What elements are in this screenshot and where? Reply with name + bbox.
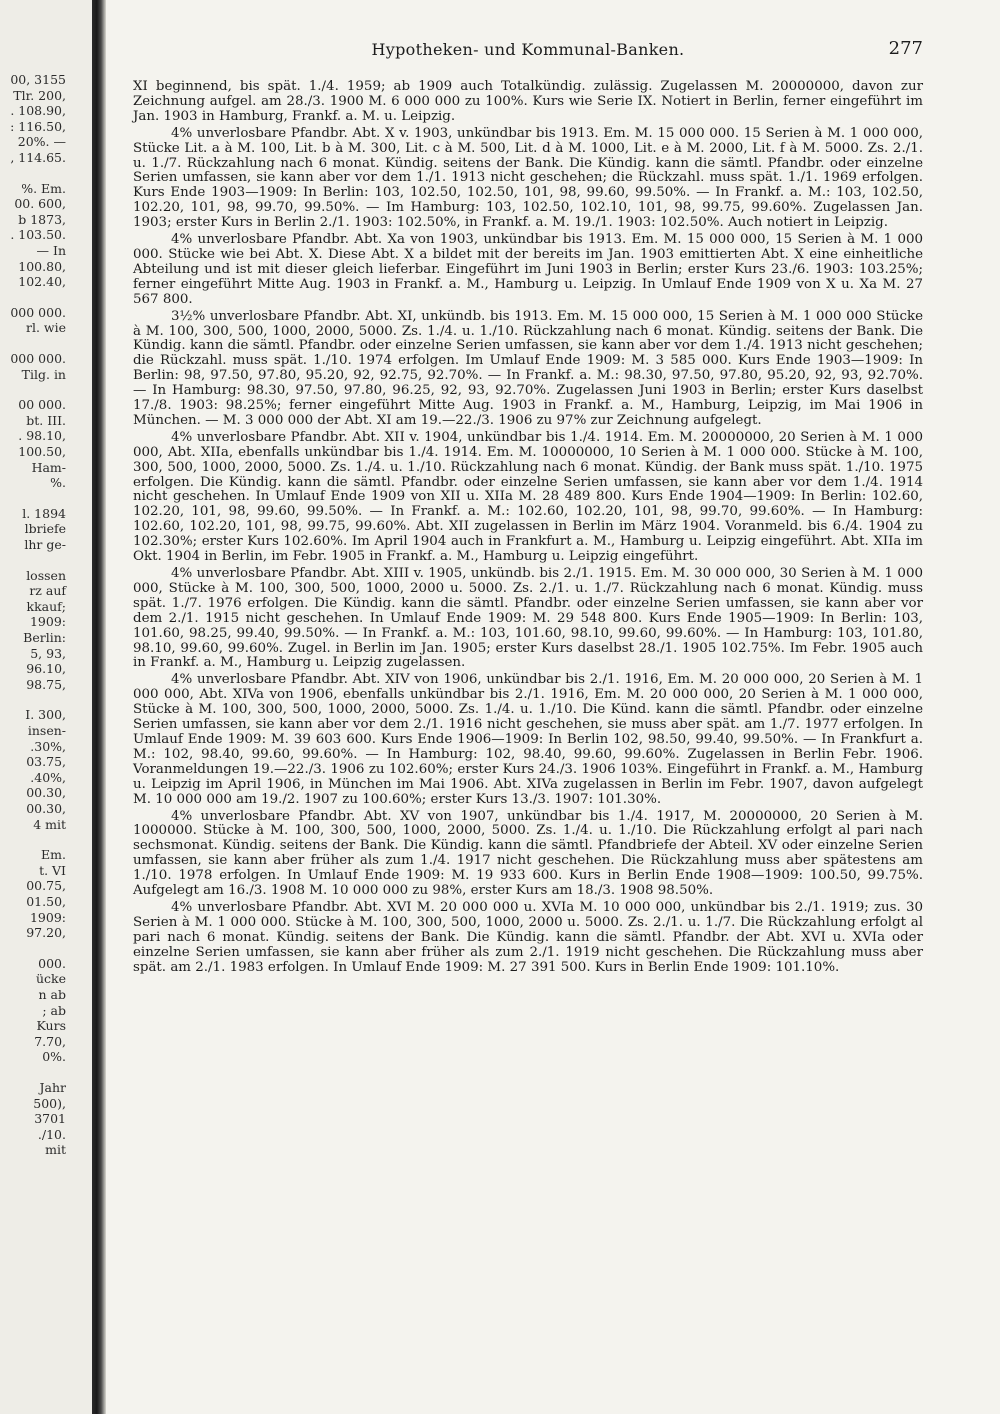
entry-abt-xiv: 4% unverlosbare Pfandbr. Abt. XIV von 1906, unkündbar bis 2./1. 1916, Em. M. 20 000 000, 20 Serien à M. 1 000 000, Abt. XIVa von 1906, ebenfalls unkündbar bis 2./1. 1916, Em. M. 20 000 000, 20 Serien à M. 1 000 000, Stücke à M. 100, 300, 500, 1000, 2000, 5000. Zs. 1./4. u. 1./10. Die Künd. kann die sämtl. Pfandbr. oder einzelne Serien umfassen, sie kann aber vor dem 2./1. 1916 nicht geschehen, sie muss aber spät. am 1./7. 1977 erfolgen. In Umlauf Ende 1909: M. 39 603 600. Kurs Ende 1906—1909: In Berlin 102, 98.50, 99.40, 99.50%. — In Frankfurt a. M.: 102, 98.40, 99.60, 99.60%. — In Hamburg: 102, 98.40, 99.60, 99.60%. Zugelassen in Berlin Febr. 1906. Voranmeldungen 19.—22./3. 1906 zu 102.60%; erster Kurs 24./3. 1906 103%. Eingeführt in Frankf. a. M., Hamburg u. Leipzig im April 1906, in München im Mai 1906. Abt. XIVa zugelassen in Berlin im Febr. 1907, davon aufgelegt M. 10 000 000 am 19./2. 1907 zu 100.60%; erster Kurs 13./3. 1907: 101.30%.	[133, 672, 923, 807]
margin-fragment: 5, 93,	[30, 645, 66, 661]
entry-abt-xa: 4% unverlosbare Pfandbr. Abt. Xa von 1903, unkündbar bis 1913. Em. M. 15 000 000, 15 Serien à M. 1 000 000. Stücke wie bei Abt. X. Diese Abt. X a bildet mit der bereits im Jan. 1903 emittierten Abt. X eine einheitliche Abteilung und ist mit dieser gleich lieferbar. Eingeführt im Juni 1903 in Berlin; erster Kurs 23./6. 1903: 103.25%; ferner eingeführt Mitte Aug. 1903 in Frankf. a. M., Hamburg u. Leipzig. In Umlauf Ende 1909 von X u. Xa M. 27 567 800.	[133, 232, 923, 307]
margin-fragment: 00.75,	[26, 878, 66, 894]
margin-fragment: 97.20,	[26, 925, 66, 941]
margin-fragment: b 1873,	[18, 211, 66, 227]
margin-fragment: rl. wie	[25, 320, 66, 336]
margin-fragment: lhr ge-	[24, 537, 66, 552]
margin-fragment: Ham-	[31, 459, 66, 475]
entry-abt-xii: 4% unverlosbare Pfandbr. Abt. XII v. 1904, unkündbar bis 1./4. 1914. Em. M. 20000000, 20 Serien à M. 1 000 000, Abt. XIIa, ebenfalls unkündbar bis 1./4. 1914. Em. M. 10000000, 10 Serien à M. 1 000 000. Stücke à M. 100, 300, 500, 1000, 2000, 5000. Zs. 1./4. u. 1./10. Rückzahlung nach 6 monat. Kündig. der Bank muss spät. 1./10. 1975 erfolgen. Die Kündig. kann die sämtl. Pfandbr. oder einzelne Serien umfassen, sie kann aber vor dem 1./4. 1914 nicht geschehen. In Umlauf Ende 1909 von XII u. XIIa M. 28 489 800. Kurs Ende 1904—1909: In Berlin: 102.60, 102.20, 101, 98, 99.60, 99.50%. — In Frankf. a. M.: 102.60, 102.20, 101, 98, 99.70, 99.60%. — In Hamburg: 102.60, 102.20, 101, 98, 99.75, 99.60%. Abt. XII zugelassen in Berlin im März 1904. Voranmeld. bis 6./4. 1904 zu 102.30%; erster Kurs 102.60%. Im April 1904 auch in Frankfurt a. M., Hamburg u. Leipzig eingeführt. Abt. XIIa im Okt. 1904 in Berlin, im Febr. 1905 in Frankf. a. M., Hamburg u. Leipzig eingeführt.	[133, 429, 923, 565]
margin-fragment: . 103.50.	[10, 227, 66, 243]
margin-fragment: %.	[50, 475, 66, 491]
margin-fragment: . 108.90,	[10, 103, 66, 119]
margin-fragment: 1909:	[29, 614, 66, 630]
margin-fragment: 96.10,	[26, 661, 66, 677]
margin-fragment: t. VI	[39, 862, 66, 878]
entry-abt-xvi: 4% unverlosbare Pfandbr. Abt. XVI M. 20 000 000 u. XVIa M. 10 000 000, unkündbar bis 2./1. 1919; zus. 30 Serien à M. 1 000 000. Stücke à M. 100, 300, 500, 1000, 2000 u. 5000. Zs. 2./1. u. 1./7. Die Rückzahlung erfolgt al pari nach 6 monat. Kündig. seitens der Bank. Die Kündig. kann die sämtl. Pfandbr. der Abt. XVI u. XVIa oder einzelne Serien umfassen, sie kann aber früher als zum 2./1. 1919 nicht geschehen. Die Rückzahlung muss aber spät. am 2./1. 1983 erfolgen. In Umlauf Ende 1909: M. 27 391 500. Kurs in Berlin Ende 1909: 101.10%.	[133, 899, 923, 975]
margin-fragment: mit	[45, 1142, 66, 1158]
margin-fragment: kkauf;	[26, 598, 66, 614]
margin-fragment: 00.30,	[26, 801, 66, 816]
margin-fragment: .30%,	[30, 738, 66, 754]
margin-fragment: lbriefe	[24, 521, 66, 537]
margin-fragment: ./10.	[37, 1126, 66, 1142]
margin-fragment: Berlin:	[23, 630, 66, 645]
entry-abt-xiii: 4% unverlosbare Pfandbr. Abt. XIII v. 1905, unkündb. bis 2./1. 1915. Em. M. 30 000 000, 30 Serien à M. 1 000 000, Stücke à M. 100, 300, 500, 1000, 2000 u. 5000. Zs. 2./1. u. 1./7. Rückzahlung nach 6 monat. Kündig. muss spät. 1./7. 1976 erfolgen. Die Kündig. kann die sämtl. Pfandbr. oder einzelne Serien umfassen, sie kann aber vor dem 2./1. 1915 nicht geschehen. In Umlauf Ende 1909: M. 29 548 800. Kurs Ende 1905—1909: In Berlin: 103, 101.60, 98.25, 99.40, 99.50%. — In Frankf. a. M.: 103, 101.60, 98.10, 99.60, 99.60%. — In Hamburg: 103, 101.80, 98.10, 99.60, 99.60%. Zugel. in Berlin im Jan. 1905; erster Kurs daselbst 28./1. 1905 102.75%. Im Febr. 1905 auch in Frankf. a. M., Hamburg u. Leipzig zugelassen.	[133, 566, 923, 671]
margin-fragment: 100.50,	[18, 444, 66, 459]
margin-fragment: 4 mit	[33, 816, 66, 832]
margin-fragment: 00 000.	[18, 397, 66, 413]
paragraph-continuation: XI beginnend, bis spät. 1./4. 1959; ab 1909 auch Totalkündig. zulässig. Zugelassen M. 20000000, davon zur Zeichnung aufgel. am 28./3. 1900 M. 6 000 000 zu 100%. Kurs wie Serie IX. Notiert in Berlin, ferner eingeführt im Jan. 1903 in Hamburg, Frankf. a. M. u. Leipzig.	[133, 79, 923, 124]
page-header	[133, 40, 923, 62]
margin-fragment: Tlr. 200,	[13, 87, 66, 103]
margin-fragment: 00.30,	[26, 785, 66, 801]
margin-fragment: lossen	[26, 567, 66, 583]
margin-fragment: .40%,	[30, 769, 66, 785]
margin-fragment: bt. III.	[26, 412, 66, 428]
running-title: Hypotheken- und Kommunal-Banken.	[371, 40, 685, 59]
margin-fragment: Em.	[41, 847, 66, 863]
margin-fragment: ; ab	[42, 1002, 66, 1018]
margin-fragment: 000 000.	[10, 304, 66, 320]
margin-fragment: 7.70,	[34, 1033, 66, 1049]
margin-fragment: Jahr	[39, 1080, 66, 1095]
margin-fragment: 1909:	[29, 909, 66, 925]
page-number: 277	[888, 38, 923, 59]
margin-fragment: — In	[36, 243, 66, 258]
margin-fragment: 98.75,	[26, 676, 66, 692]
margin-fragment: 00, 3155	[10, 72, 66, 87]
margin-fragment: 01.50,	[26, 894, 66, 909]
margin-fragment: 03.75,	[26, 754, 66, 770]
margin-fragment: I. 300,	[25, 707, 66, 723]
margin-fragment: Tilg. in	[21, 366, 66, 382]
margin-fragment: Kurs	[36, 1018, 66, 1034]
margin-fragment: : 116.50,	[10, 118, 66, 134]
book-gutter	[92, 0, 106, 1414]
margin-fragment: ücke	[35, 971, 66, 987]
main-text-column	[133, 80, 923, 975]
margin-fragment: 500),	[33, 1095, 66, 1111]
margin-fragment: l. 1894	[22, 505, 66, 521]
margin-fragment: 00. 600,	[14, 196, 66, 212]
margin-fragment: . 98.10,	[18, 428, 66, 444]
margin-fragment: , 114.65.	[10, 150, 66, 165]
entry-abt-xv: 4% unverlosbare Pfandbr. Abt. XV von 1907, unkündbar bis 1./4. 1917, M. 20000000, 20 Serien à M. 1000000. Stücke à M. 100, 300, 500, 1000, 2000, 5000. Zs. 1./4. u. 1./10. Die Rückzahlung erfolgt al pari nach sechsmonat. Kündig. seitens der Bank. Die Kündig. kann die sämtl. Pfandbriefe der Abteil. XV oder einzelne Serien umfassen, sie kann aber früher als zum 1./4. 1917 nicht geschehen. Die Rückzahlung muss aber spätestens am 1./10. 1978 erfolgen. In Umlauf Ende 1909: M. 19 933 600. Kurs in Berlin Ende 1908—1909: 100.50, 99.75%. Aufgelegt am 16./3. 1908 M. 10 000 000 zu 98%, erster Kurs am 18./3. 1908 98.50%.	[133, 808, 923, 899]
margin-fragment: insen-	[27, 723, 66, 738]
margin-fragment: n ab	[38, 987, 66, 1002]
margin-fragment: 000.	[38, 955, 66, 971]
entry-abt-x: 4% unverlosbare Pfandbr. Abt. X v. 1903, unkündbar bis 1913. Em. M. 15 000 000. 15 Serien à M. 1 000 000, Stücke Lit. a à M. 100, Lit. b à M. 300, Lit. c à M. 500, Lit. d à M. 1000, Lit. e à M. 2000, Lit. f à M. 5000. Zs. 2./1. u. 1./7. Rückzahlung nach 6 monat. Kündig. seitens der Bank. Die Kündig. kann die sämtl. Pfandbr. oder einzelne Serien umfassen, sie kann aber vor dem 1./1. 1913 nicht geschehen; die Rückzahl. muss spät. 1./1. 1969 erfolgen. Kurs Ende 1903—1909: In Berlin: 103, 102.50, 102.50, 101, 98, 99.60, 99.50%. — In Frankf. a. M.: 103, 102.50, 102.20, 101, 98, 99.70, 99.50%. — Im Hamburg: 103, 102.50, 102.10, 101, 98, 99.75, 99.60%. Zugelassen Jan. 1903; erster Kurs in Berlin 2./1. 1903: 102.50%, in Frankf. a. M. 19./1. 1903: 102.50%. Auch notiert in Leipzig.	[133, 125, 923, 231]
margin-fragment: 100.80,	[18, 258, 66, 274]
entry-abt-xi: 3½% unverlosbare Pfandbr. Abt. XI, unkündb. bis 1913. Em. M. 15 000 000, 15 Serien à M. 1 000 000 Stücke à M. 100, 300, 500, 1000, 2000, 5000. Zs. 1./4. u. 1./10. Rückzahlung nach 6 monat. Kündig. seitens der Bank. Die Kündig. kann die sämtl. Pfandbr. oder einzelne Serien umfassen, sie kann aber vor dem 1./4. 1913 nicht geschehen; die Rückzahl. muss spät. 1./10. 1974 erfolgen. Im Umlauf Ende 1909: M. 3 585 000. Kurs Ende 1903—1909: In Berlin: 98, 97.50, 97.80, 95.20, 92, 92.75, 92.70%. — In Frankf. a. M.: 98.30, 97.50, 97.80, 95.20, 92, 93, 92.70%. — In Hamburg: 98.30, 97.50, 97.80, 96.25, 92, 93, 92.70%. Zugelassen Juni 1903 in Berlin; erster Kurs daselbst 17./8. 1903: 98.25%; ferner eingeführt Mitte Aug. 1903 in Frankf. a. M., Hamburg, Leipzig, im Mai 1906 in München. — M. 3 000 000 der Abt. XI am 19.—22./3. 1906 zu 97% zur Zeichnung aufgelegt.	[133, 308, 923, 428]
margin-fragment: 102.40,	[18, 274, 66, 290]
margin-fragment: rz auf	[29, 583, 66, 599]
margin-fragment: 0%.	[42, 1049, 66, 1065]
margin-fragment: %. Em.	[21, 180, 66, 196]
adjacent-page-margin	[0, 0, 92, 1414]
margin-fragment: 000 000.	[10, 351, 66, 366]
margin-fragment: 3701	[34, 1111, 66, 1127]
margin-fragment: 20%. —	[17, 134, 66, 150]
